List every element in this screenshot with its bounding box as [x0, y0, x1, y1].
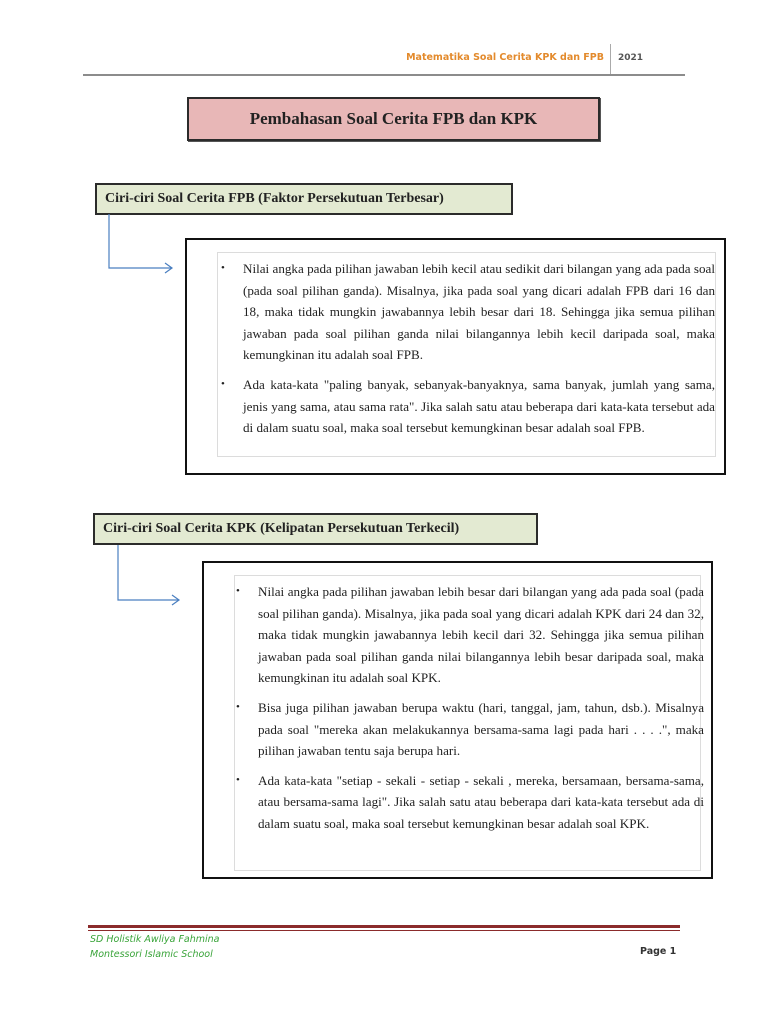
fpb-criteria-list [219, 258, 715, 447]
arrow-right-icon [104, 214, 184, 276]
header-rule [83, 74, 685, 76]
list-item [234, 581, 704, 689]
bullet-icon: • [221, 262, 225, 274]
list-item-text: Ada kata-kata "setiap - sekali - setiap - sekali , mereka, bersamaan, bersama-sama, atau bersama-sama lagi". Jika salah satu atau beberapa dari kata-kata tersebut ada di dalam suatu soal, maka soal tersebut kemungkinan besar adalah soal KPK. [258, 772, 704, 831]
header-separator [610, 44, 611, 74]
header-document-title: Matematika Soal Cerita KPK dan FPB [406, 52, 604, 63]
header-year: 2021 [618, 53, 644, 63]
footer-school-name [90, 932, 220, 962]
bullet-icon: • [221, 377, 225, 390]
page-title: Pembahasan Soal Cerita FPB dan KPK [187, 97, 600, 141]
arrow-right-icon [113, 545, 193, 607]
section-label-fpb: Ciri-ciri Soal Cerita FPB (Faktor Persekutuan Terbesar) [95, 183, 513, 215]
list-item [234, 770, 704, 835]
list-item-text: Nilai angka pada pilihan jawaban lebih kecil atau sedikit dari bilangan yang ada pada soal (pada soal pilihan ganda). Misalnya, jika pada soal yang dicari adalah FPB dari 16 dan 18, maka tidak mungkin jawabannya lebih besar dari 18. Sehingga jika semua pilihan jawaban pada soal pilihan ganda nilai bilangannya lebih kecil daripada soal, maka kemungkinan itu adalah soal FPB. [243, 261, 715, 363]
footer-rule [88, 925, 680, 928]
list-item [234, 697, 704, 762]
kpk-criteria-box [202, 561, 713, 879]
list-item-text: Nilai angka pada pilihan jawaban lebih besar dari bilangan yang ada pada soal (pada soal pilihan ganda). Misalnya, jika pada soal yang dicari adalah KPK dari 24 dan 32, maka tidak mungkin jawabannya lebih kecil dari 32. Sehingga jika semua pilihan jawaban pada soal pilihan ganda nilai bilangannya lebih besar daripada soal, maka kemungkinan itu adalah soal KPK. [258, 584, 704, 686]
list-item-text: Ada kata-kata "paling banyak, sebanyak-banyaknya, sama banyak, jumlah yang sama, jenis yang sama, atau sama rata". Jika salah satu atau beberapa dari kata-kata tersebut ada di dalam suatu soal, maka soal tersebut kemungkinan besar adalah soal FPB. [243, 376, 715, 436]
footer-school-line1: SD Holistik Awliya Fahmina [90, 934, 220, 945]
fpb-criteria-box [185, 238, 726, 475]
list-item [219, 374, 715, 439]
section-label-kpk: Ciri-ciri Soal Cerita KPK (Kelipatan Persekutuan Terkecil) [93, 513, 538, 545]
footer-rule-thin [88, 930, 680, 931]
bullet-icon: • [236, 585, 240, 597]
kpk-criteria-list [234, 581, 704, 843]
list-item [219, 258, 715, 366]
footer-page-number: Page 1 [640, 946, 677, 957]
bullet-icon: • [236, 700, 240, 713]
footer-school-line2: Montessori Islamic School [90, 949, 213, 960]
bullet-icon: • [236, 773, 240, 786]
list-item-text: Bisa juga pilihan jawaban berupa waktu (hari, tanggal, jam, tahun, dsb.). Misalnya pada soal "mereka akan melakukannya bersama-sama lagi pada hari . . . .", maka pilihan jawaban tentu saja berupa hari. [258, 699, 704, 759]
